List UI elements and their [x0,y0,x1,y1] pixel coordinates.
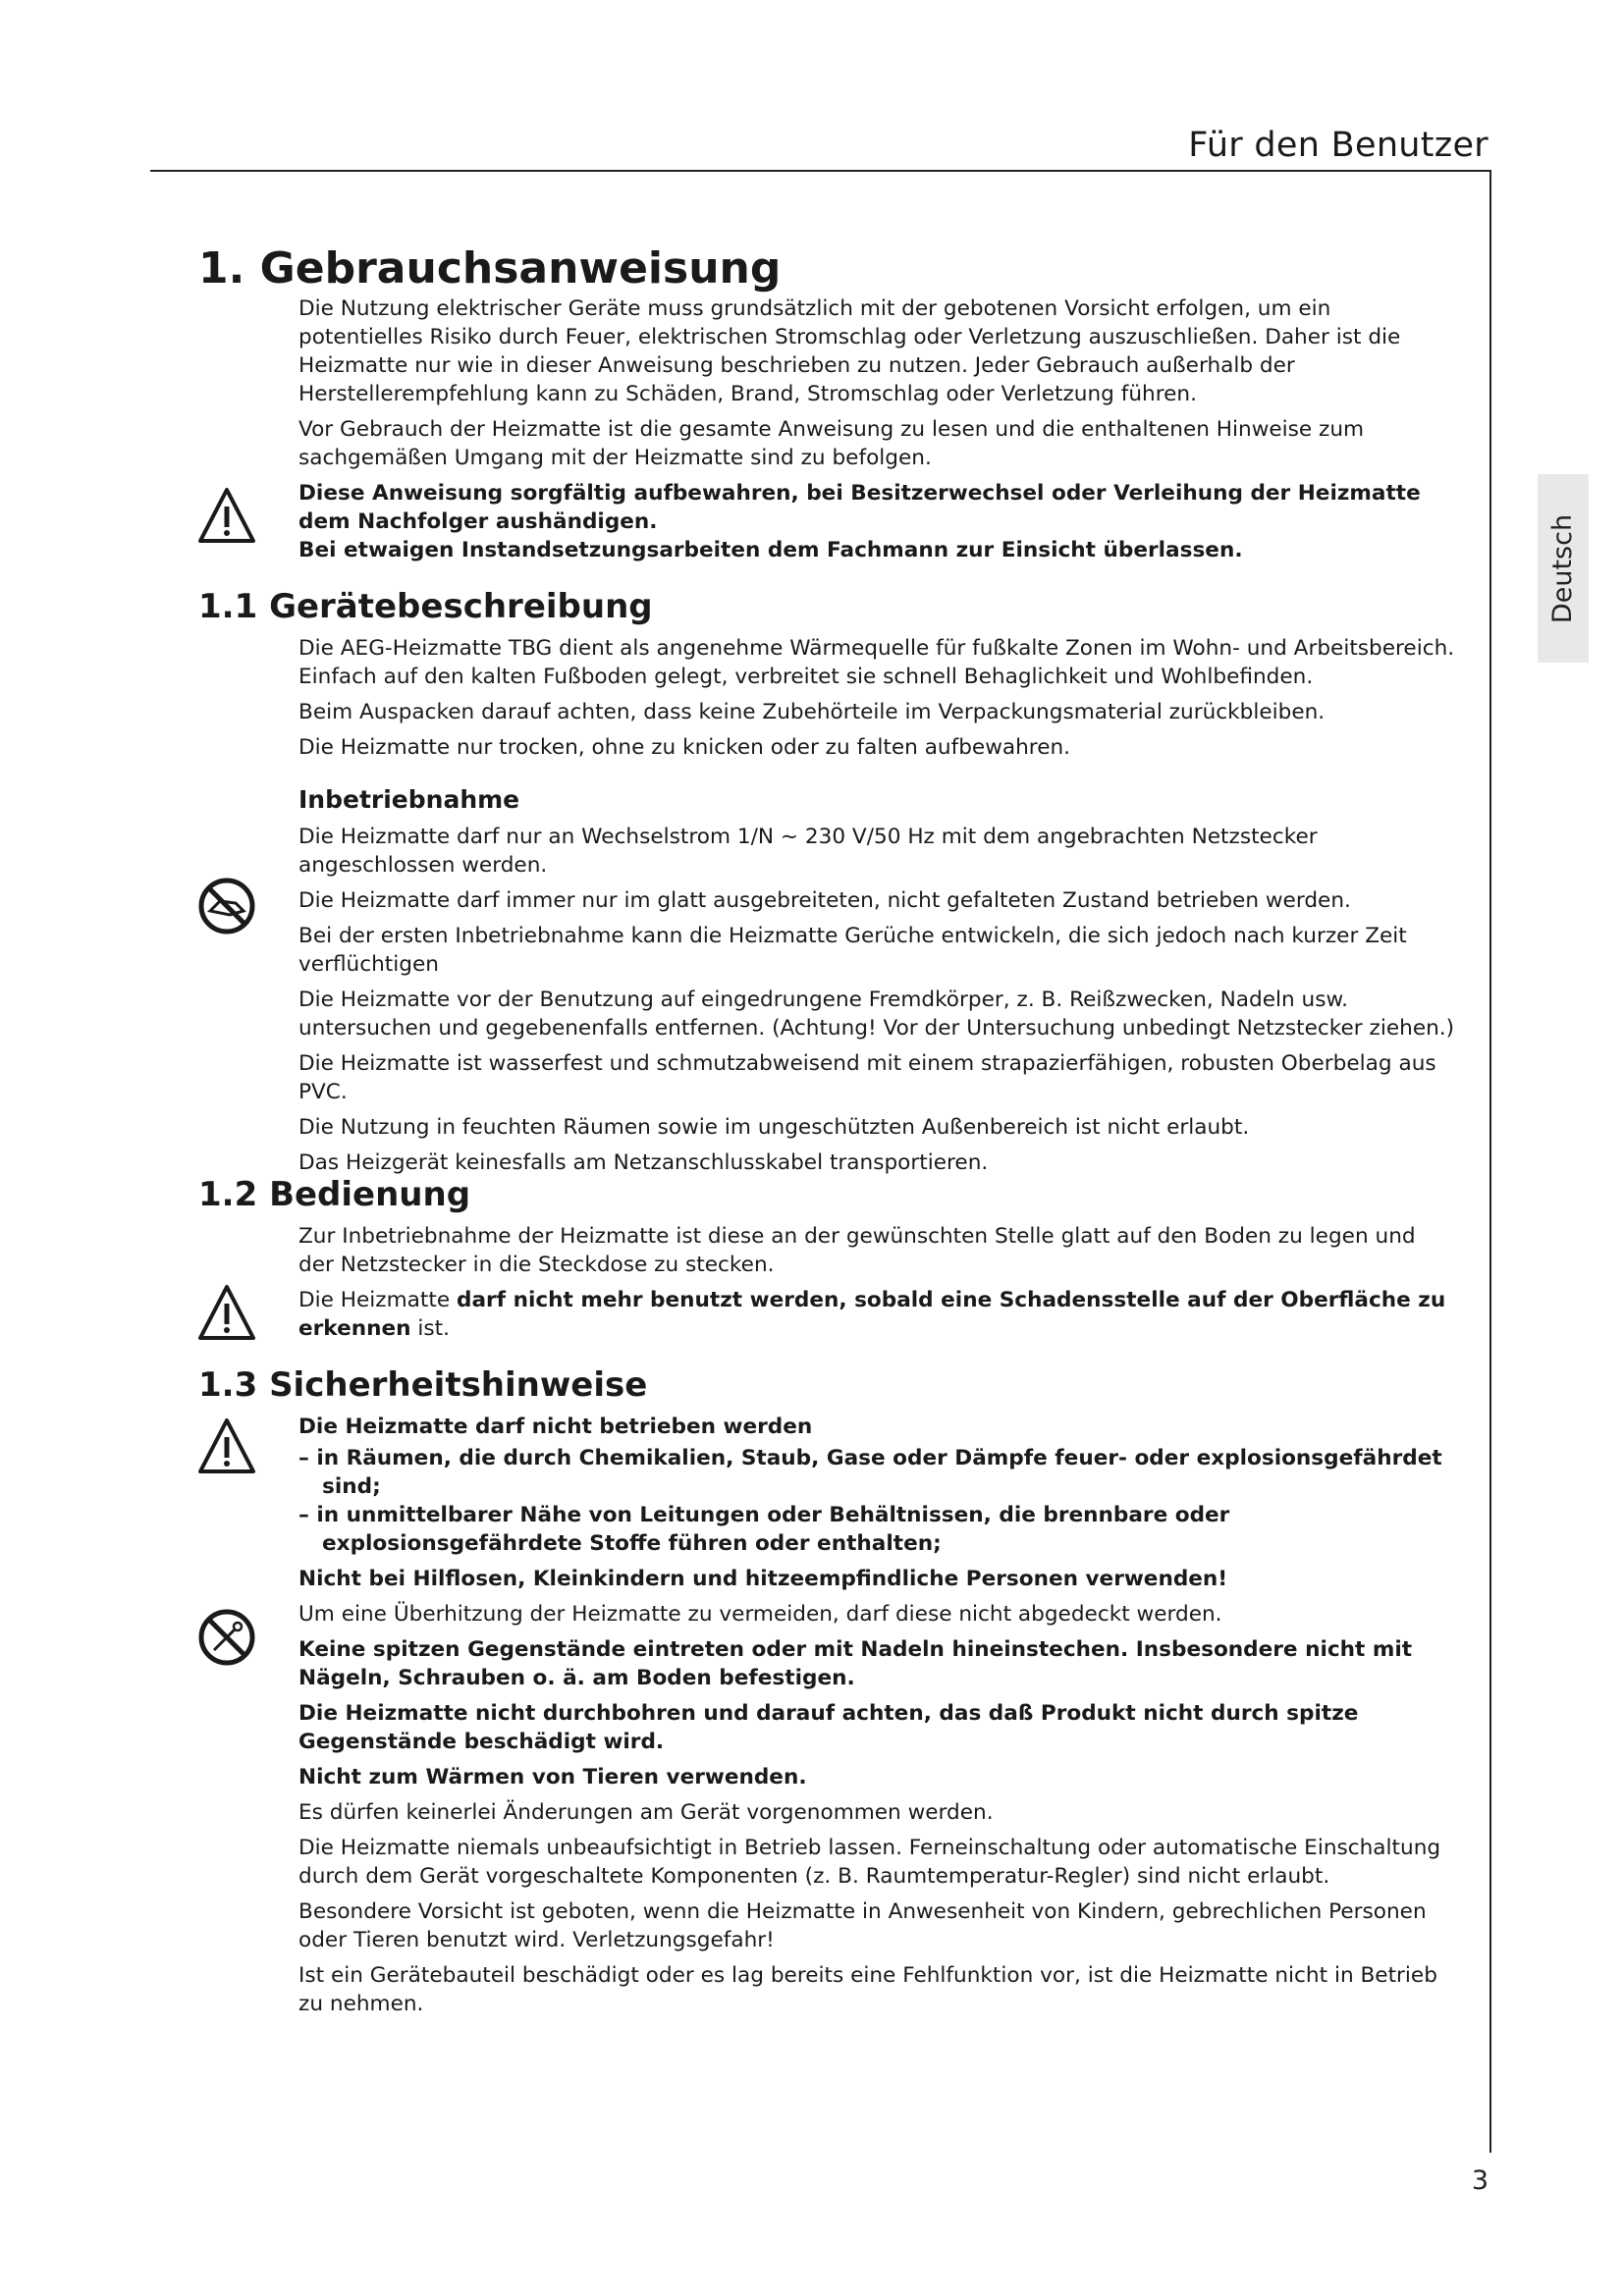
list-item [298,1444,1457,1501]
section-title-geraetebeschreibung: 1.1 Gerätebeschreibung [198,587,653,626]
paragraph-bold: Nicht zum Wärmen von Tieren verwenden. [298,1765,807,1789]
right-margin-rule [1489,170,1491,2153]
paragraph-bold: Nicht bei Hilflosen, Kleinkindern und hitzeempfindliche Personen verwenden! [298,1567,1228,1591]
paragraph-mixed [298,1286,1457,1343]
page-number: 3 [1471,2165,1489,2196]
header-rule [150,170,1490,172]
paragraph: Die Heizmatte niemals unbeaufsichtigt in Betrieb lassen. Ferneinschaltung oder automatische Einschaltung durch dem Gerät vorgeschaltete Komponenten (z. B. Raumtemperatur-Regler) sind nicht erlaubt. [298,1836,1441,1889]
paragraph: Die Heizmatte ist wasserfest und schmutzabweisend mit einem strapazierfähigen, robusten Oberbelag aus PVC. [298,1051,1436,1104]
paragraph-bold: Die Heizmatte darf nicht betrieben werden [298,1415,813,1439]
page-header-title: Für den Benutzer [1188,126,1489,165]
section13-body [298,1413,1457,2025]
text-run: Die Heizmatte [298,1288,457,1312]
section12-body [298,1222,1457,1350]
list-item-text: – in Räumen, die durch Chemikalien, Staub, Gase oder Dämpfe feuer- oder explosionsgefährdet sind; [298,1446,1442,1499]
section1-body [298,294,1457,571]
section11-body [298,634,1457,769]
warning-triangle-icon [196,1282,257,1343]
paragraph-bold: Die Heizmatte nicht durchbohren und darauf achten, das daß Produkt nicht durch spitze Gegenstände beschädigt wird. [298,1701,1359,1754]
list-item-text: – in unmittelbarer Nähe von Leitungen oder Behältnissen, die brennbare oder explosionsgefährdete Stoffe führen oder enthalten; [298,1503,1230,1556]
list-item [298,1501,1457,1558]
warning-triangle-icon [196,485,257,546]
paragraph: Die Heizmatte nur trocken, ohne zu knicken oder zu falten aufbewahren. [298,735,1071,760]
paragraph: Zur Inbetriebnahme der Heizmatte ist diese an der gewünschten Stelle glatt auf den Boden zu legen und der Netzstecker in die Steckdose zu stecken. [298,1224,1416,1277]
warning-triangle-icon [196,1415,257,1476]
paragraph: Beim Auspacken darauf achten, dass keine Zubehörteile im Verpackungsmaterial zurückbleiben. [298,700,1326,724]
paragraph: Es dürfen keinerlei Änderungen am Gerät vorgenommen werden. [298,1800,994,1825]
paragraph: Die Heizmatte darf nur an Wechselstrom 1/N ~ 230 V/50 Hz mit dem angebrachten Netzstecker angeschlossen werden. [298,825,1318,878]
paragraph: Um eine Überhitzung der Heizmatte zu vermeiden, darf diese nicht abgedeckt werden. [298,1602,1222,1627]
paragraph: Die Nutzung in feuchten Räumen sowie im ungeschützten Außenbereich ist nicht erlaubt. [298,1115,1250,1140]
paragraph: Die Heizmatte vor der Benutzung auf eingedrungene Fremdkörper, z. B. Reißzwecken, Nadeln usw. untersuchen und gegebenenfalls entfernen. (Achtung! Vor der Untersuchung unbedingt Netzstecker ziehen.) [298,988,1455,1041]
language-tab [1538,474,1589,663]
paragraph: Besondere Vorsicht ist geboten, wenn die Heizmatte in Anwesenheit von Kindern, gebrechlichen Personen oder Tieren benutzt wird. Verletzungsgefahr! [298,1899,1427,1952]
paragraph-bold: Keine spitzen Gegenstände eintreten oder mit Nadeln hineinstechen. Insbesondere nicht mit Nägeln, Schrauben o. ä. am Boden befestigen. [298,1637,1413,1690]
paragraph: Vor Gebrauch der Heizmatte ist die gesamte Anweisung zu lesen und die enthaltenen Hinweise zum sachgemäßen Umgang mit der Heizmatte sind zu befolgen. [298,417,1365,470]
paragraph: Die Nutzung elektrischer Geräte muss grundsätzlich mit der gebotenen Vorsicht erfolgen, um ein potentielles Risiko durch Feuer, elektrischen Stromschlag oder Verletzung auszuschließen. Daher ist die Heizmatte nur wie in dieser Anweisung beschrieben zu nutzen. Jeder Gebrauch außerhalb der Herstellerempfehlung kann zu Schäden, Brand, Stromschlag oder Verletzung führen. [298,296,1401,406]
paragraph: Die Heizmatte darf immer nur im glatt ausgebreiteten, nicht gefalteten Zustand betrieben werden. [298,888,1351,913]
no-folding-icon [196,876,257,936]
language-tab-label: Deutsch [1547,513,1579,623]
subheading-inbetriebnahme: Inbetriebnahme [298,785,520,814]
warning-text: Diese Anweisung sorgfältig aufbewahren, bei Besitzerwechsel oder Verleihung der Heizmatte dem Nachfolger aushändigen. [298,481,1421,534]
section-title-bedienung: 1.2 Bedienung [198,1175,471,1214]
no-needle-icon [196,1607,257,1668]
paragraph: Bei der ersten Inbetriebnahme kann die Heizmatte Gerüche entwickeln, die sich jedoch nach kurzer Zeit verflüchtigen [298,924,1407,977]
section-title-sicherheitshinweise: 1.3 Sicherheitshinweise [198,1365,648,1405]
warning-text: Bei etwaigen Instandsetzungsarbeiten dem Fachmann zur Einsicht überlassen. [298,538,1243,562]
text-run-bold: darf nicht mehr benutzt werden, sobald eine Schadensstelle auf der Oberfläche zu erkennen [298,1288,1446,1341]
inbetriebnahme-body [298,823,1457,1184]
section-title-gebrauchsanweisung: 1. Gebrauchsanweisung [198,243,782,294]
text-run: ist. [410,1316,450,1341]
paragraph: Das Heizgerät keinesfalls am Netzanschlusskabel transportieren. [298,1150,989,1175]
paragraph: Ist ein Gerätebauteil beschädigt oder es lag bereits eine Fehlfunktion vor, ist die Heizmatte nicht in Betrieb zu nehmen. [298,1963,1437,2016]
paragraph: Die AEG-Heizmatte TBG dient als angenehme Wärmequelle für fußkalte Zonen im Wohn- und Arbeitsbereich. Einfach auf den kalten Fußboden gelegt, verbreitet sie schnell Behaglichkeit und Wohlbefinden. [298,636,1455,689]
